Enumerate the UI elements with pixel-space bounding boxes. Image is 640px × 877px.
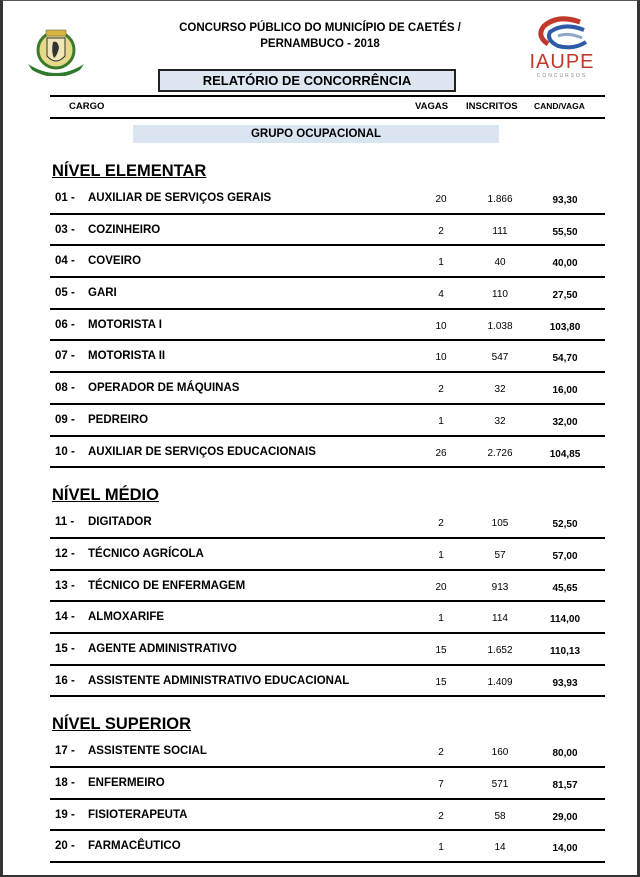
section-heading: [50, 468, 605, 507]
table-row: [50, 437, 605, 469]
cand-vaga-value: 81,57: [552, 780, 578, 791]
cand-vaga-value: 103,80: [549, 321, 581, 333]
vagas-value: 1: [438, 257, 444, 269]
vagas-value: 15: [435, 644, 447, 656]
cand-vaga-value: 104,85: [549, 448, 581, 460]
cargo-code: 03 -: [55, 223, 75, 236]
cargo-code: 16 -: [55, 674, 75, 687]
vagas-value: 1: [438, 549, 444, 561]
cand-vaga-value: 54,70: [552, 353, 578, 365]
cargo-name: TÉCNICO AGRÍCOLA: [88, 547, 204, 560]
cargo-code: 04 -: [55, 255, 75, 268]
inscritos-value: 114: [492, 613, 508, 625]
cargo-name: COZINHEIRO: [88, 223, 161, 236]
cand-vaga-value: 93,93: [552, 677, 578, 689]
cargo-name: MOTORISTA II: [88, 350, 166, 363]
cargo-name: ASSISTENTE ADMINISTRATIVO EDUCACIONAL: [88, 674, 350, 687]
group-label: GRUPO OCUPACIONAL: [133, 125, 499, 143]
cand-vaga-value: 80,00: [552, 748, 578, 760]
cargo-name: ENFERMEIRO: [88, 777, 165, 789]
cargo-code: 17 -: [55, 745, 75, 758]
municipal-seal-logo: [24, 24, 88, 76]
vagas-value: 1: [438, 842, 444, 854]
inscritos-value: 58: [494, 810, 506, 822]
iaupe-swirl-icon: [518, 16, 606, 52]
vagas-value: 2: [438, 384, 444, 396]
cand-vaga-value: 52,50: [552, 519, 578, 531]
cargo-code: 07 -: [55, 350, 75, 363]
section-title: NÍVEL ELEMENTAR: [52, 162, 207, 180]
cand-vaga-value: 27,50: [552, 290, 578, 302]
table-row: [50, 571, 605, 603]
cand-vaga-value: 93,30: [552, 195, 578, 206]
cargo-code: 14 -: [55, 611, 75, 624]
cargo-code: 05 -: [55, 287, 75, 300]
inscritos-value: 1.409: [487, 676, 513, 688]
cand-vaga-value: 16,00: [552, 385, 578, 397]
vagas-value: 4: [438, 289, 444, 301]
table-row: [50, 278, 605, 310]
vagas-value: 26: [435, 447, 447, 459]
table-row: [50, 666, 605, 698]
cargo-code: 15 -: [55, 642, 75, 655]
title-line-2: PERNAMBUCO - 2018: [260, 38, 380, 50]
cargo-name: ALMOXARIFE: [88, 611, 165, 624]
vagas-value: 10: [435, 320, 447, 332]
vagas-value: 7: [438, 779, 444, 790]
cargo-code: 19 -: [55, 808, 75, 821]
table-row: [50, 602, 605, 634]
column-header-inscritos: INSCRITOS: [466, 101, 518, 112]
cargo-code: 13 -: [55, 579, 75, 592]
iaupe-logo: [518, 16, 606, 80]
vagas-value: 20: [435, 194, 447, 205]
inscritos-value: 913: [491, 581, 509, 593]
inscritos-value: 40: [494, 257, 506, 269]
cargo-code: 18 -: [55, 777, 75, 789]
cargo-name: FARMACÊUTICO: [88, 840, 181, 853]
cand-vaga-value: 32,00: [552, 416, 578, 428]
cand-vaga-value: 110,13: [549, 645, 581, 657]
table-row: [50, 373, 605, 405]
inscritos-value: 32: [494, 415, 506, 427]
column-header-cand-vaga: CAND/VAGA: [534, 101, 585, 111]
cand-vaga-value: 40,00: [552, 258, 578, 270]
cand-vaga-value: 114,00: [549, 614, 581, 626]
cand-vaga-value: 57,00: [552, 550, 578, 562]
header-divider-bottom: [50, 117, 605, 119]
vagas-value: 1: [438, 415, 444, 427]
cand-vaga-value: 29,00: [552, 811, 578, 823]
cargo-code: 10 -: [55, 445, 75, 458]
cargo-code: 09 -: [55, 413, 75, 426]
vagas-value: 1: [438, 613, 444, 625]
table-row: [50, 800, 605, 832]
inscritos-value: 111: [492, 225, 508, 237]
table-row: [50, 539, 605, 571]
table-row: [50, 183, 605, 215]
inscritos-value: 547: [491, 352, 509, 364]
section-heading: [50, 144, 605, 183]
vagas-value: 2: [438, 810, 444, 822]
logo-text: IAUPE: [529, 51, 595, 73]
inscritos-value: 1.652: [487, 644, 513, 656]
title-line-1: CONCURSO PÚBLICO DO MUNICÍPIO DE CAETÉS /: [179, 22, 461, 34]
report-title: RELATÓRIO DE CONCORRÊNCIA: [158, 69, 456, 92]
cargo-name: AUXILIAR DE SERVIÇOS GERAIS: [88, 192, 272, 204]
cargo-code: 08 -: [55, 382, 75, 395]
table-row: [50, 831, 605, 863]
cargo-name: MOTORISTA I: [88, 318, 162, 331]
cargo-code: 06 -: [55, 318, 75, 331]
inscritos-value: 160: [491, 747, 509, 759]
cargo-name: TÉCNICO DE ENFERMAGEM: [88, 579, 246, 592]
header-divider-top: [50, 95, 605, 97]
cargo-name: COVEIRO: [88, 255, 142, 268]
inscritos-value: 110: [492, 289, 508, 301]
cargo-name: OPERADOR DE MÁQUINAS: [88, 382, 240, 395]
table-row: [50, 507, 605, 539]
vagas-value: 10: [435, 352, 447, 364]
concorrencia-table: [50, 144, 605, 863]
inscritos-value: 57: [494, 549, 506, 561]
table-row: [50, 634, 605, 666]
logo-subtext: CONCURSOS: [536, 73, 588, 79]
cargo-code: 12 -: [55, 547, 75, 560]
section-heading: [50, 697, 605, 736]
section-title: NÍVEL MÉDIO: [52, 486, 159, 505]
vagas-value: 20: [435, 581, 447, 593]
inscritos-value: 571: [491, 779, 509, 790]
vagas-value: 2: [438, 225, 444, 237]
column-header-vagas: VAGAS: [415, 101, 449, 112]
table-row: [50, 768, 605, 800]
cargo-name: PEDREIRO: [88, 413, 149, 426]
table-row: [50, 310, 605, 342]
cargo-name: AGENTE ADMINISTRATIVO: [88, 642, 237, 655]
column-header-cargo: CARGO: [69, 101, 105, 112]
section-title: NÍVEL SUPERIOR: [52, 715, 192, 734]
cand-vaga-value: 45,65: [552, 582, 578, 594]
cargo-code: 20 -: [55, 840, 75, 853]
cargo-name: AUXILIAR DE SERVIÇOS EDUCACIONAIS: [88, 445, 316, 458]
cargo-code: 01 -: [55, 192, 75, 204]
table-row: [50, 736, 605, 768]
vagas-value: 2: [438, 518, 444, 530]
table-row: [50, 341, 605, 373]
table-row: [50, 246, 605, 278]
cand-vaga-value: 55,50: [552, 226, 578, 238]
cargo-code: 11 -: [55, 516, 75, 529]
table-row: [50, 215, 605, 247]
inscritos-value: 1.866: [487, 194, 513, 205]
cargo-name: DIGITADOR: [88, 516, 152, 529]
cargo-name: FISIOTERAPEUTA: [88, 808, 188, 821]
inscritos-value: 14: [494, 842, 506, 854]
inscritos-value: 2.726: [487, 447, 513, 459]
inscritos-value: 32: [494, 384, 506, 396]
document-title: [130, 20, 510, 52]
cargo-name: GARI: [88, 287, 117, 300]
cand-vaga-value: 14,00: [552, 843, 578, 855]
vagas-value: 15: [435, 676, 447, 688]
table-row: [50, 405, 605, 437]
vagas-value: 2: [438, 747, 444, 759]
inscritos-value: 1.038: [487, 320, 513, 332]
cargo-name: ASSISTENTE SOCIAL: [88, 745, 207, 758]
inscritos-value: 105: [491, 518, 509, 530]
